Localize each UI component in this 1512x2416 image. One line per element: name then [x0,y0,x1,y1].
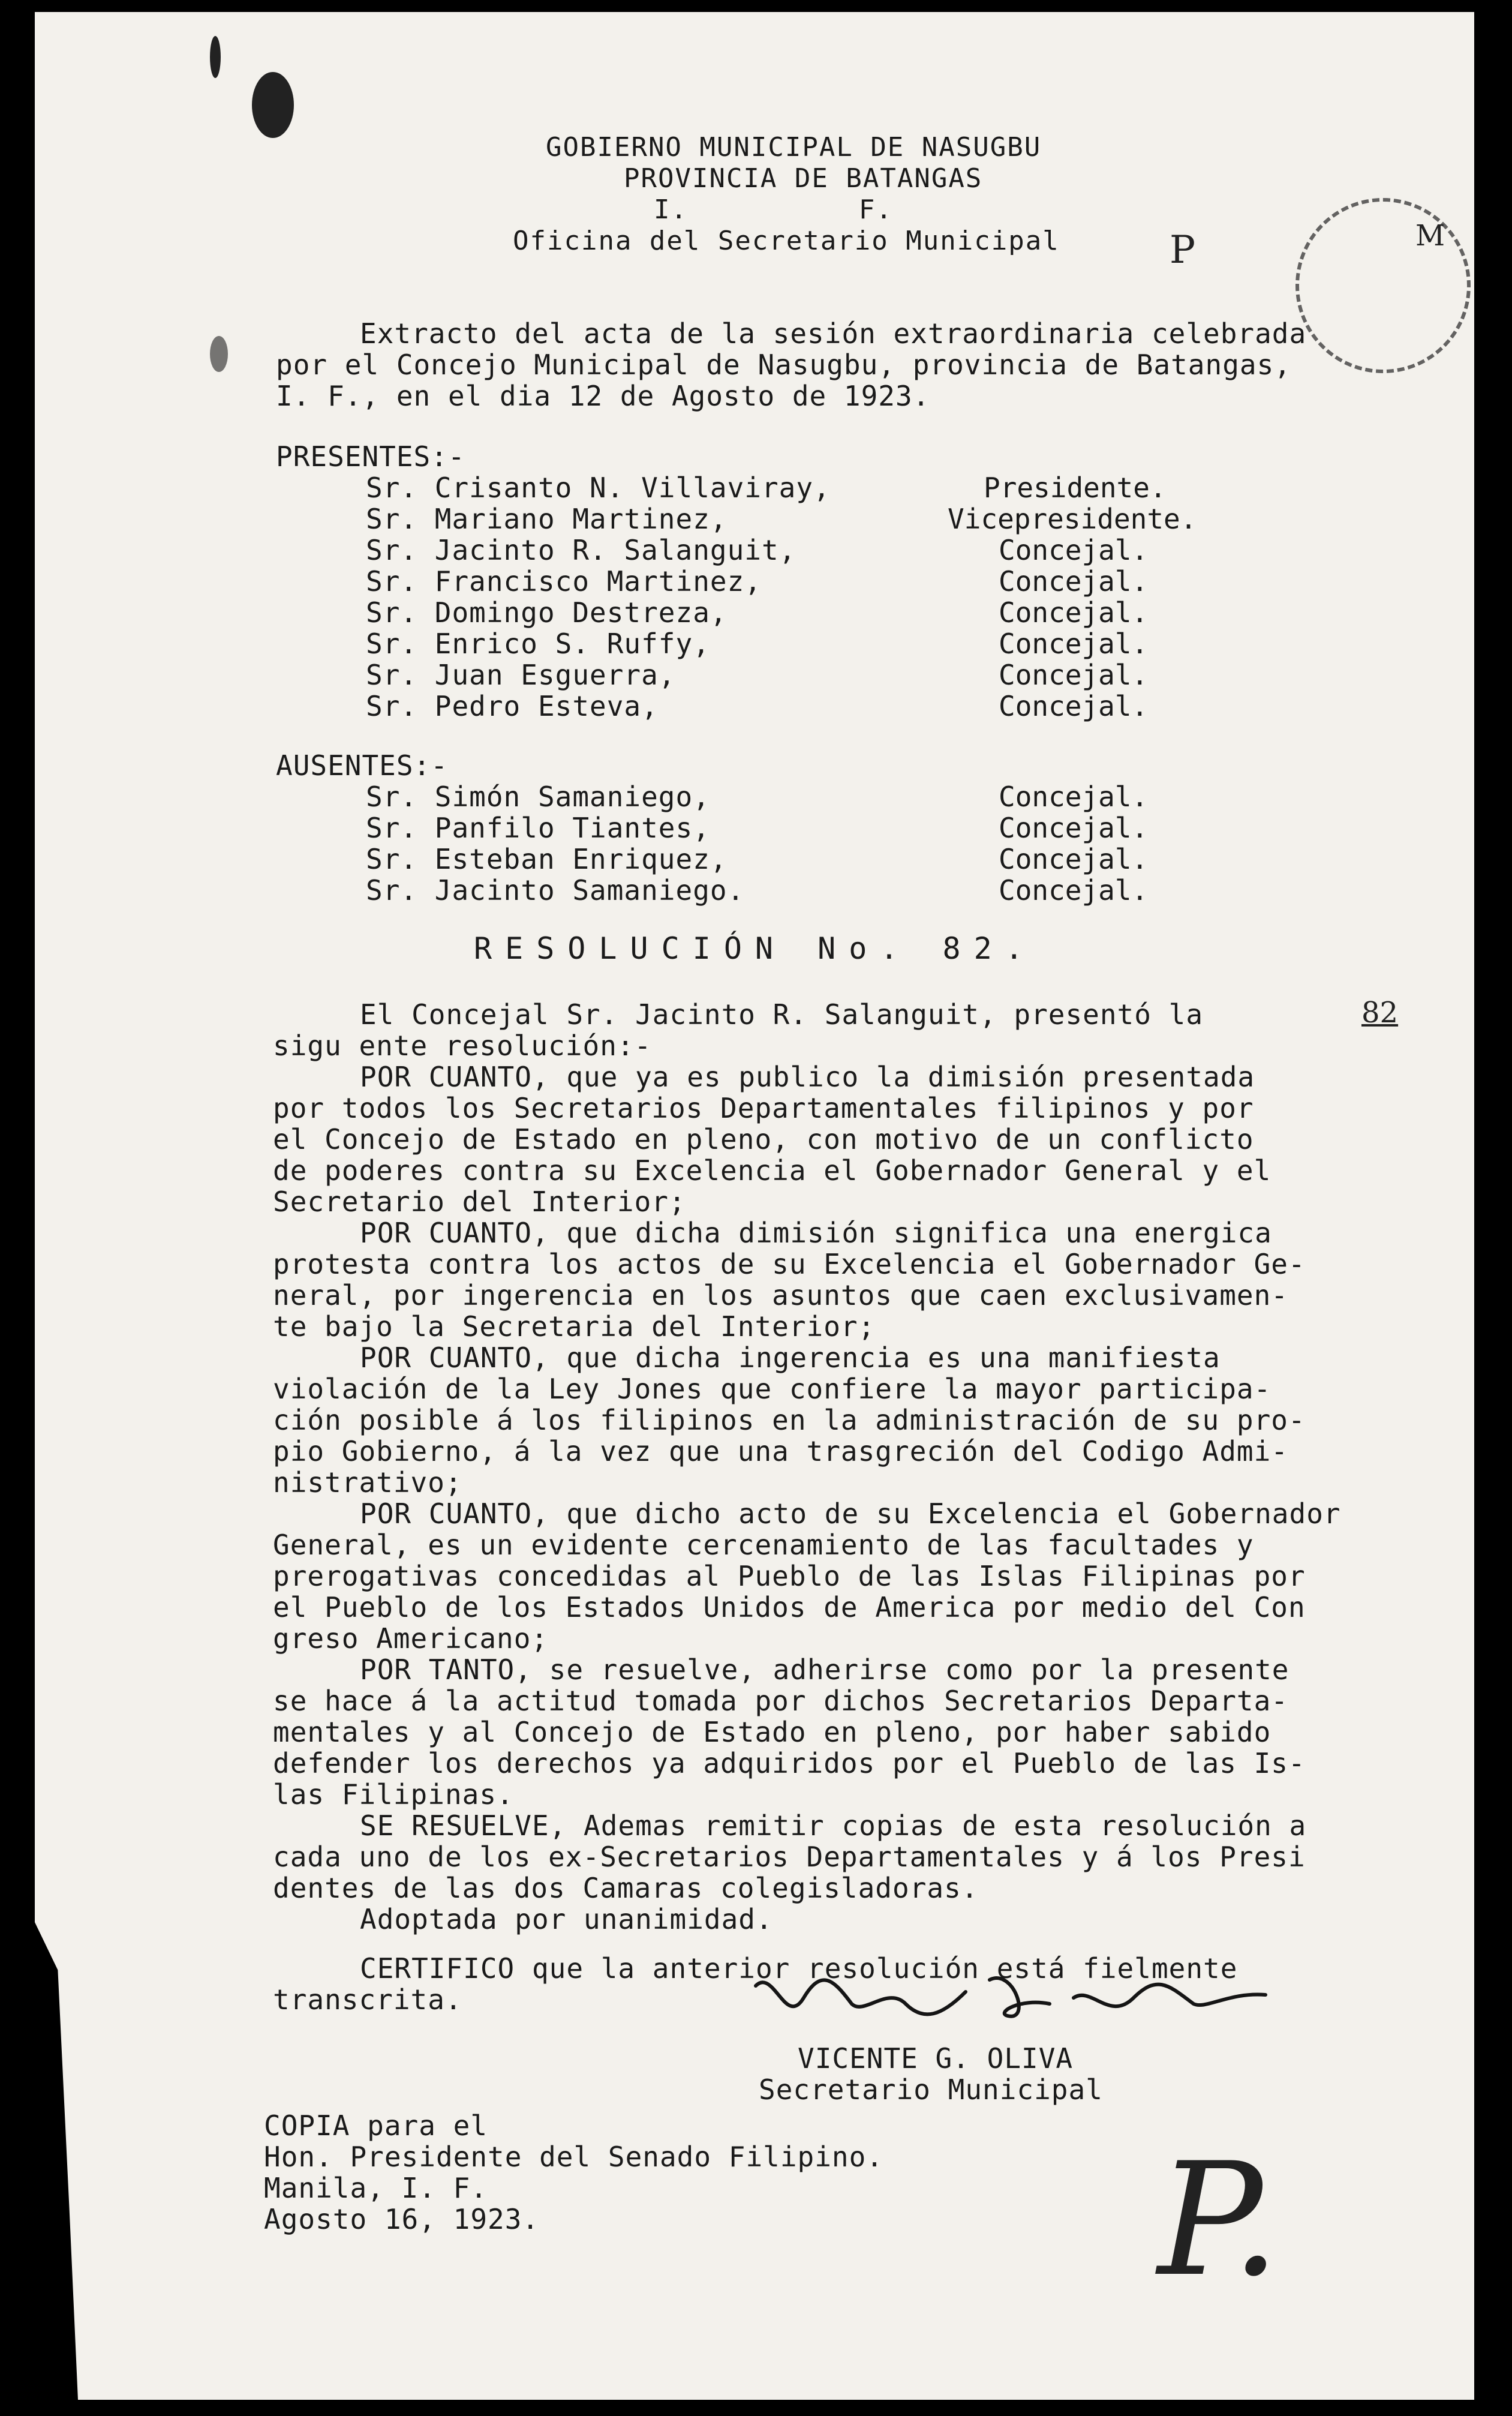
member-name: Sr. Panfilo Tiantes, [366,812,710,844]
member-name: Sr. Francisco Martinez, [366,565,762,598]
body-line: protesta contra los actos de su Excelencia el Gobernador Ge- [273,1248,1306,1280]
body-line: sigu ente resolución:- [273,1030,652,1062]
body-line: pio Gobierno, á la vez que una trasgreción del Codigo Admi- [273,1435,1288,1467]
handwritten-signature [750,1962,1277,2040]
body-line: POR TANTO, se resuelve, adherirse como por la presente [360,1653,1289,1686]
copy-line: Hon. Presidente del Senado Filipino. [264,2141,883,2173]
body-line: POR CUANTO, que dicha dimisión significa una energica [360,1217,1272,1249]
member-name: Sr. Pedro Esteva, [366,690,659,722]
member-role: Concejal. [999,812,1149,844]
resolution-title: RESOLUCIÓN No. 82. [474,931,1036,966]
body-line: cada uno de los ex-Secretarios Departamentales y á los Presi [273,1841,1306,1873]
member-role: Concejal. [999,596,1149,629]
margin-number: 82 [1361,996,1399,1030]
body-line: SE RESUELVE, Ademas remitir copias de esta resolución a [360,1809,1307,1842]
body-line: te bajo la Secretaria del Interior; [273,1310,876,1343]
ink-blot [210,36,221,78]
member-name: Sr. Crisanto N. Villaviray, [366,472,831,504]
body-line: dentes de las dos Camaras colegisladoras. [273,1872,979,1904]
body-line: greso Americano; [273,1622,549,1655]
body-line: de poderes contra su Excelencia el Gobernador General y el [273,1154,1271,1187]
body-line: defender los derechos ya adquiridos por el Pueblo de las Is- [273,1747,1306,1779]
body-line: POR CUANTO, que dicho acto de su Excelencia el Gobernador [360,1497,1341,1530]
margin-mark-p-bottom: P. [1158,2130,1280,2311]
header-office: Oficina del Secretario Municipal [513,226,1060,256]
member-name: Sr. Juan Esguerra, [366,659,676,691]
member-role: Concejal. [999,781,1149,813]
certification-line: transcrita. [273,1983,462,2016]
member-name: Sr. Jacinto R. Salanguit, [366,534,796,566]
member-role: Concejal. [999,628,1149,660]
body-line: mentales y al Concejo de Estado en pleno, por haber sabido [273,1716,1271,1748]
intro-line: I. F., en el dia 12 de Agosto de 1923. [276,380,930,412]
member-role: Concejal. [999,874,1149,907]
member-role: Concejal. [999,659,1149,691]
ink-blot [252,72,294,138]
member-role: Vicepresidente. [948,503,1197,535]
body-line: prerogativas concedidas al Pueblo de las Islas Filipinas por [273,1560,1306,1592]
copy-line: Manila, I. F. [264,2172,488,2204]
body-line: se hace á la actitud tomada por dichos Secretarios Departa- [273,1685,1288,1717]
member-name: Sr. Simón Samaniego, [366,781,710,813]
member-name: Sr. Jacinto Samaniego. [366,874,745,907]
copy-line: Agosto 16, 1923. [264,2203,540,2235]
body-line: violación de la Ley Jones que confiere la mayor participa- [273,1373,1271,1405]
body-line: el Pueblo de los Estados Unidos de America por medio del Con [273,1591,1306,1623]
body-line: Secretario del Interior; [273,1186,686,1218]
intro-line: por el Concejo Municipal de Nasugbu, provincia de Batangas, [276,349,1291,381]
header-islands: I. F. [654,194,893,225]
signatory-title: Secretario Municipal [759,2073,1103,2106]
copy-line: COPIA para el [264,2109,488,2142]
presentes-heading: PRESENTES:- [276,440,465,473]
margin-mark-m: M [1415,219,1445,253]
member-name: Sr. Mariano Martinez, [366,503,728,535]
body-line: el Concejo de Estado en pleno, con motivo de un conflicto [273,1123,1254,1156]
signatory-name: VICENTE G. OLIVA [798,2042,1074,2075]
intro-line: Extracto del acta de la sesión extraordinaria celebrada [360,317,1307,350]
member-name: Sr. Enrico S. Ruffy, [366,628,710,660]
member-role: Concejal. [999,843,1149,875]
body-line: Adoptada por unanimidad. [360,1903,773,1935]
body-line: POR CUANTO, que ya es publico la dimisión presentada [360,1061,1255,1093]
body-line: nistrativo; [273,1466,462,1499]
ink-blot [210,336,228,372]
ausentes-heading: AUSENTES:- [276,749,448,782]
margin-mark-p: P [1170,228,1196,272]
member-role: Concejal. [999,690,1149,722]
member-role: Concejal. [999,534,1149,566]
member-name: Sr. Esteban Enriquez, [366,843,728,875]
member-role: Concejal. [999,565,1149,598]
member-name: Sr. Domingo Destreza, [366,596,728,629]
body-line: POR CUANTO, que dicha ingerencia es una manifiesta [360,1341,1221,1374]
body-line: ción posible á los filipinos en la administración de su pro- [273,1404,1306,1436]
member-role: Presidente. [984,472,1167,504]
body-line: las Filipinas. [273,1778,514,1811]
body-line: El Concejal Sr. Jacinto R. Salanguit, presentó la [360,998,1204,1031]
certification-line: CERTIFICO que la anterior resolución está fielmente [360,1952,1238,1985]
header-province: PROVINCIA DE BATANGAS [624,163,983,194]
body-line: por todos los Secretarios Departamentales filipinos y por [273,1092,1254,1124]
body-line: neral, por ingerencia en los asuntos que caen exclusivamen- [273,1279,1288,1311]
body-line: General, es un evidente cercenamiento de las facultades y [273,1529,1254,1561]
header-municipality: GOBIERNO MUNICIPAL DE NASUGBU [546,132,1042,163]
